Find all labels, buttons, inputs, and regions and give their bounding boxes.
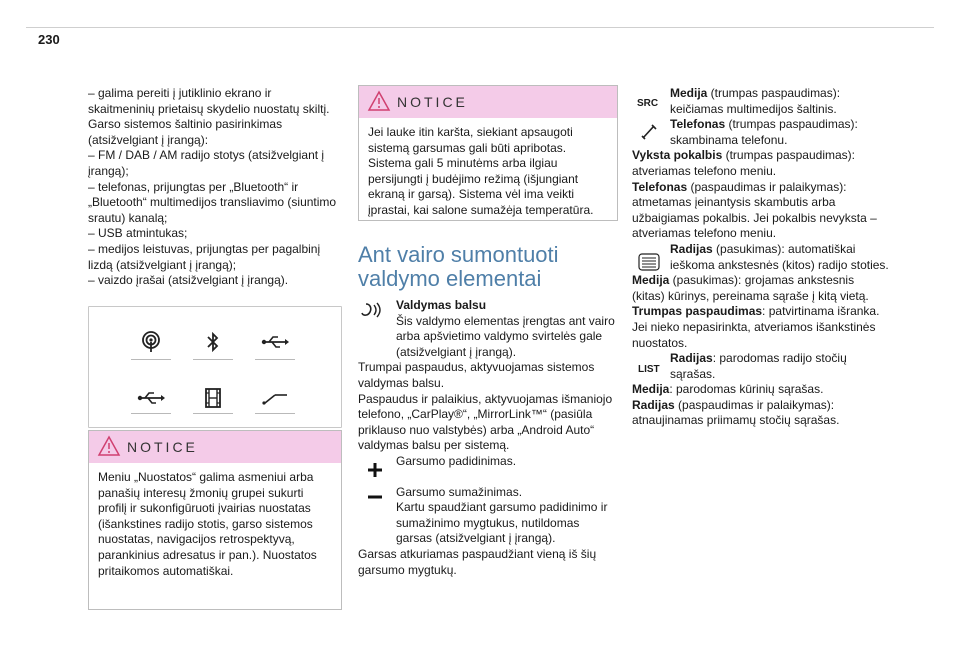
usb-icon <box>131 385 171 411</box>
notice-header <box>89 431 341 463</box>
paragraph: – galima pereiti į jutiklinio ekrano ir skaitmeninių prietaisų skydelio nuostatų skiltį. <box>88 86 330 116</box>
term: Radijas <box>632 397 675 412</box>
text: (pasukimas): automatiškai ieškoma ankstesnės (kitos) radijo stoties. <box>670 241 889 272</box>
paragraph: Garsas atkuriamas paspaudžiant vieną iš šių garsumo mygtukų. <box>358 546 597 577</box>
paragraph <box>358 314 616 361</box>
notice-header <box>359 86 617 118</box>
text: (trumpas paspaudimas): keičiamas multimedijos šaltinis. <box>670 86 841 116</box>
paragraph: Garsumo sumažinimas. <box>396 484 523 499</box>
paragraph: Kartu spaudžiant garsumo padidinimo ir sumažinimo mygtukus, nutildomas garsas (atsižvelgiant į įrangą). <box>396 500 608 546</box>
term: Medija <box>632 382 670 397</box>
divider <box>193 413 233 414</box>
aux-jack-icon <box>255 385 295 411</box>
bluetooth-icon <box>193 329 233 355</box>
paragraph <box>632 273 890 304</box>
term: Telefonas <box>670 117 726 132</box>
term: Trumpas paspaudimas <box>632 304 763 319</box>
divider <box>131 359 171 360</box>
paragraph: Garso sistemos šaltinio pasirinkimas (atsižvelgiant į įrangą): <box>88 117 283 147</box>
paragraph: Paspaudus ir palaikius, aktyvuojamas išmaniojo telefono, „CarPlay®“, „MirrorLink™“ (pasiūla priklauso nuo valstybės) arba „Android Auto“ valdymas balsu per sistemą. <box>358 391 613 453</box>
src-label: SRC <box>637 98 659 109</box>
divider <box>255 413 295 414</box>
item-title: Valdymas balsu <box>396 298 487 312</box>
paragraph <box>632 117 890 148</box>
header-rule <box>26 27 934 28</box>
paragraph <box>632 242 890 273</box>
column-3 <box>632 86 890 429</box>
paragraph <box>632 180 890 242</box>
paragraph <box>632 304 890 351</box>
source-icons-panel <box>88 306 342 428</box>
text: : parodomas kūrinių sąrašas. <box>669 382 824 397</box>
text: Šis valdymo elementas įrengtas ant vairo arba apšvietimo valdymo svirtelės gale (atsižvelgiant į įrangą). <box>396 313 615 359</box>
notice-title: NOTICE <box>127 439 198 455</box>
divider <box>131 413 171 414</box>
notice-box <box>88 430 342 610</box>
term: Medija <box>670 86 708 100</box>
term: Telefonas <box>632 179 688 194</box>
term: Medija <box>632 273 670 288</box>
list-item: – vaizdo įrašai (atsižvelgiant į įrangą). <box>88 273 289 288</box>
paragraph: Trumpai paspaudus, aktyvuojamas sistemos valdymas balsu. <box>358 360 595 390</box>
warning-icon <box>367 90 391 112</box>
paragraph <box>632 351 890 382</box>
warning-icon <box>97 435 121 457</box>
divider <box>193 359 233 360</box>
text: (pasukimas): grojamas ankstesnis (kitas) kūrinys, pereinama sąraše į kitą vietą. <box>632 273 869 303</box>
list-item: – medijos leistuvas, prijungtas per pagalbinį lizdą (atsižvelgiant į įrangą); <box>88 241 321 272</box>
section-heading: Ant vairo sumontuoti valdymo elementai <box>358 242 559 291</box>
list-item: – telefonas, prijungtas per „Bluetooth“ ir „Bluetooth“ multimedijos transliavimo (siuntimo srautu) kanalą; <box>88 179 337 225</box>
paragraph <box>632 86 890 117</box>
radio-icon <box>131 329 171 355</box>
paragraph <box>632 382 890 398</box>
usb-icon <box>255 329 295 355</box>
divider <box>255 359 295 360</box>
text: : parodomas radijo stočių sąrašas. <box>670 351 847 381</box>
term: Vyksta pokalbis <box>632 148 723 163</box>
text: (trumpas paspaudimas): atveriamas telefono meniu. <box>632 148 855 178</box>
page-number: 230 <box>38 32 60 47</box>
text: (trumpas paspaudimas): skambinama telefonu. <box>670 117 858 147</box>
text: (paspaudimas ir palaikymas): atmetamas įeinantysis skambutis arba užbaigiamas pokalbis. Jei pokalbis nevyksta – atveriamas telefono meniu. <box>632 179 877 241</box>
paragraph: Garsumo padidinimas. <box>396 453 517 468</box>
column-2 <box>358 298 616 578</box>
text: (paspaudimas ir palaikymas): atnaujinamas priimamų stočių sąrašas. <box>632 397 840 428</box>
list-item: – FM / DAB / AM radijo stotys (atsižvelgiant į įrangą); <box>88 148 325 178</box>
text: : patvirtinama išranka. Jei nieko nepasirinkta, atveriamos išankstinės nuostatos. <box>632 304 880 350</box>
video-icon <box>193 385 233 411</box>
notice-box <box>358 85 618 221</box>
notice-text: Jei lauke itin karšta, siekiant apsaugoti sistemą garsumas gali būti apribotas. Sistema gali 5 minutėms arba ilgiau persijungti į budėjimo režimą (išjungiant ekraną ir garsą). Sistema vėl ima veikti įprastai, kai salone sumažėja temperatūra. <box>368 125 594 217</box>
notice-title: NOTICE <box>397 94 468 110</box>
plus-icon <box>367 462 383 478</box>
term: Radijas <box>670 241 713 256</box>
paragraph <box>632 398 890 429</box>
notice-text: Meniu „Nuostatos“ galima asmeniui arba panašių interesų žmonių grupei sukurti profilį ir sukonfigūruoti įvairias nuostatas (išankstines radijo stotis, garso sistemos nuostatas, navigacijos retrospektyvą, parankinius adresatus ir pan.). Nuostatos pritaikomos automatiškai. <box>98 470 317 578</box>
term: Radijas <box>670 351 713 366</box>
list-item: – USB atmintukas; <box>88 226 188 241</box>
column-1 <box>88 86 338 289</box>
paragraph <box>632 148 890 179</box>
list-label: LIST <box>638 364 660 375</box>
minus-icon <box>367 494 383 500</box>
